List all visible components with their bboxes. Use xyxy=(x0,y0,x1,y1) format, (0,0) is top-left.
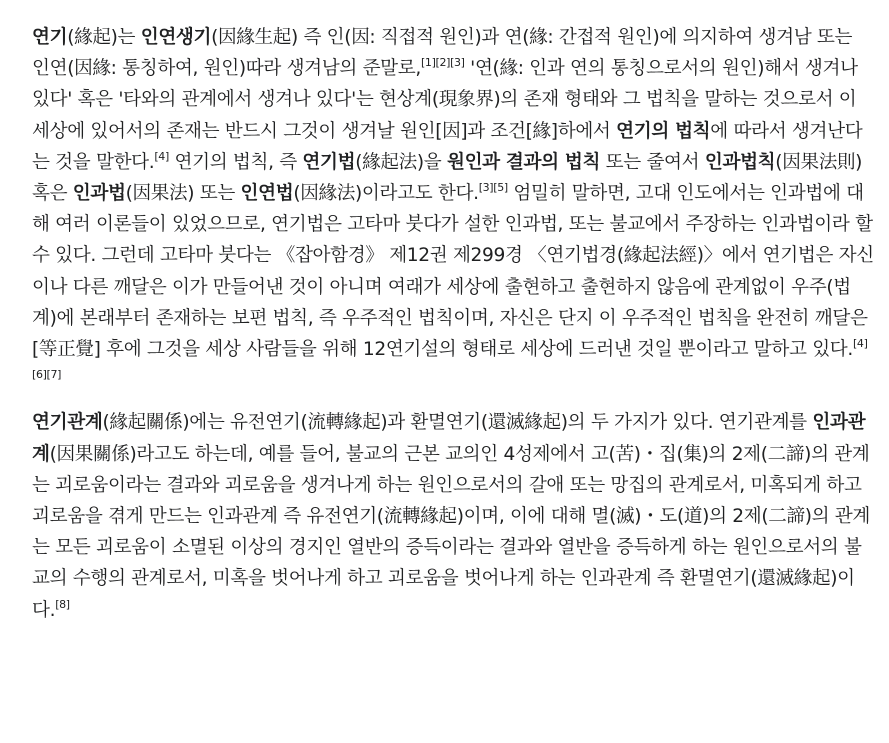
hanja-annotation: (因緣法)이라고도 한다. xyxy=(293,183,479,205)
citation-group xyxy=(421,56,465,69)
term-inyeon-saenggi: 인연생기 xyxy=(140,27,212,48)
citation-8[interactable]: [8] xyxy=(55,597,70,611)
paragraph-dependent-origination xyxy=(32,22,874,396)
term-law-of-cause-and-effect: 원인과 결과의 법칙 xyxy=(446,151,601,173)
term-ingwa-gwangye: 인과관계 xyxy=(32,412,866,465)
paragraph-dependent-relations xyxy=(32,407,874,625)
body-text: (因果關係)라고도 하는데, 예를 들어, 불교의 근본 교의인 4성제에서 고(苦)・집(集)의 2제(二諦)의 관계는 괴로움이라는 결과와 괴로움을 생겨나게 하는 원인으로서의 갈애 또는 망집의 관계로서, 미혹되게 하고 괴로움을 겪게 만드는 인과관계 즉 유전연기(流轉緣起)이며, 이에 대해 멸(滅)・도(道)의 2제(二諦)의 관계는 모든 괴로움이 소멸된 이상의 경지인 열반의 증득이라는 결과와 열반을 증득하게 하는 원인으로서의 불교의 수행의 관계로서, 미혹을 벗어나게 하고 괴로움을 벗어나게 하는 인과관계 즉 환멸연기(還滅緣起)이다. xyxy=(32,443,871,621)
article-body xyxy=(32,22,874,626)
body-text: 엄밀히 말하면, 고대 인도에서는 인과법에 대해 여러 이론들이 있었으므로, 연기법은 고타마 붓다가 설한 인과법, 또는 불교에서 주장하는 인과법이라 할 수 있다. 그런데 고타마 붓다는 《잡아함경》 제12권 제299경 〈연기법경(緣起法經)〉에서 연기법은 자신이나 다른 깨달은 이가 만들어낸 것이 아니며 여래가 세상에 출현하고 출현하지 않음에 관계없이 우주(법계)에 본래부터 존재하는 보편 법칙, 즉 우주적인 법칙이며, 자신은 단지 이 우주적인 법칙을 완전히 깨달은[等正覺] 후에 그것을 세상 사람들을 위해 12연기설의 형태로 세상에 드러낸 것일 뿐이라고 말하고 있다. xyxy=(32,183,874,361)
citation-6[interactable]: [6] xyxy=(32,368,47,382)
hanja-annotation: (因果法則) 혹은 xyxy=(32,151,863,205)
citation-3b[interactable]: [3] xyxy=(478,181,494,195)
term-ingwa-beopchik: 인과법칙 xyxy=(704,151,776,173)
citation-2[interactable]: [2] xyxy=(435,56,451,70)
body-text: 연기의 법칙, 즉 xyxy=(168,151,303,173)
citation-1[interactable]: [1] xyxy=(420,56,436,70)
term-yeongi: 연기 xyxy=(32,27,68,48)
term-ingwabeop: 인과법 xyxy=(72,183,126,205)
citation-3[interactable]: [3] xyxy=(450,56,465,70)
definition-text: (因緣生起) 즉 인(因: 직접적 원인)과 연(緣: 간접적 원인)에 의지하여 생겨남 또는 인연(因緣: 통칭하여, 원인)따라 생겨남의 준말로, xyxy=(32,27,853,80)
term-law-of-dependent-origination: 연기의 법칙 xyxy=(616,120,711,142)
citation-5[interactable]: [5] xyxy=(493,181,508,195)
term-inyeonbeop: 인연법 xyxy=(240,183,294,205)
citation-4[interactable]: [4] xyxy=(154,149,169,163)
hanja-annotation: (因果法) 또는 xyxy=(125,183,241,205)
body-text: (緣起關係)에는 유전연기(流轉緣起)과 환멸연기(還滅緣起)의 두 가지가 있다. 연기관계를 xyxy=(102,412,813,434)
citation-4b[interactable]: [4] xyxy=(852,337,868,351)
body-text: 에 따라서 생겨난다는 것을 말한다. xyxy=(32,120,863,173)
term-yeongibeop: 연기법 xyxy=(302,151,356,173)
term-yeongi-gwangye: 연기관계 xyxy=(32,412,103,434)
hanja-annotation: (緣起)는 xyxy=(67,27,141,48)
body-text: 또는 줄여서 xyxy=(600,151,705,173)
citation-group xyxy=(154,150,169,163)
hanja-annotation: (緣起法)을 xyxy=(355,151,447,173)
body-text: '연(緣: 인과 연의 통칭으로서의 원인)해서 생겨나 있다' 혹은 '타와의 관계에서 생겨나 있다'는 현상계(現象界)의 존재 형태와 그 법칙을 말하는 것으로서 이 세상에 있어서의 존재는 반드시 그것이 생겨날 원인[因]과 조건[緣]하에서 xyxy=(32,58,858,142)
citation-group xyxy=(479,181,508,194)
citation-7[interactable]: [7] xyxy=(46,368,62,382)
citation-group xyxy=(55,598,70,611)
